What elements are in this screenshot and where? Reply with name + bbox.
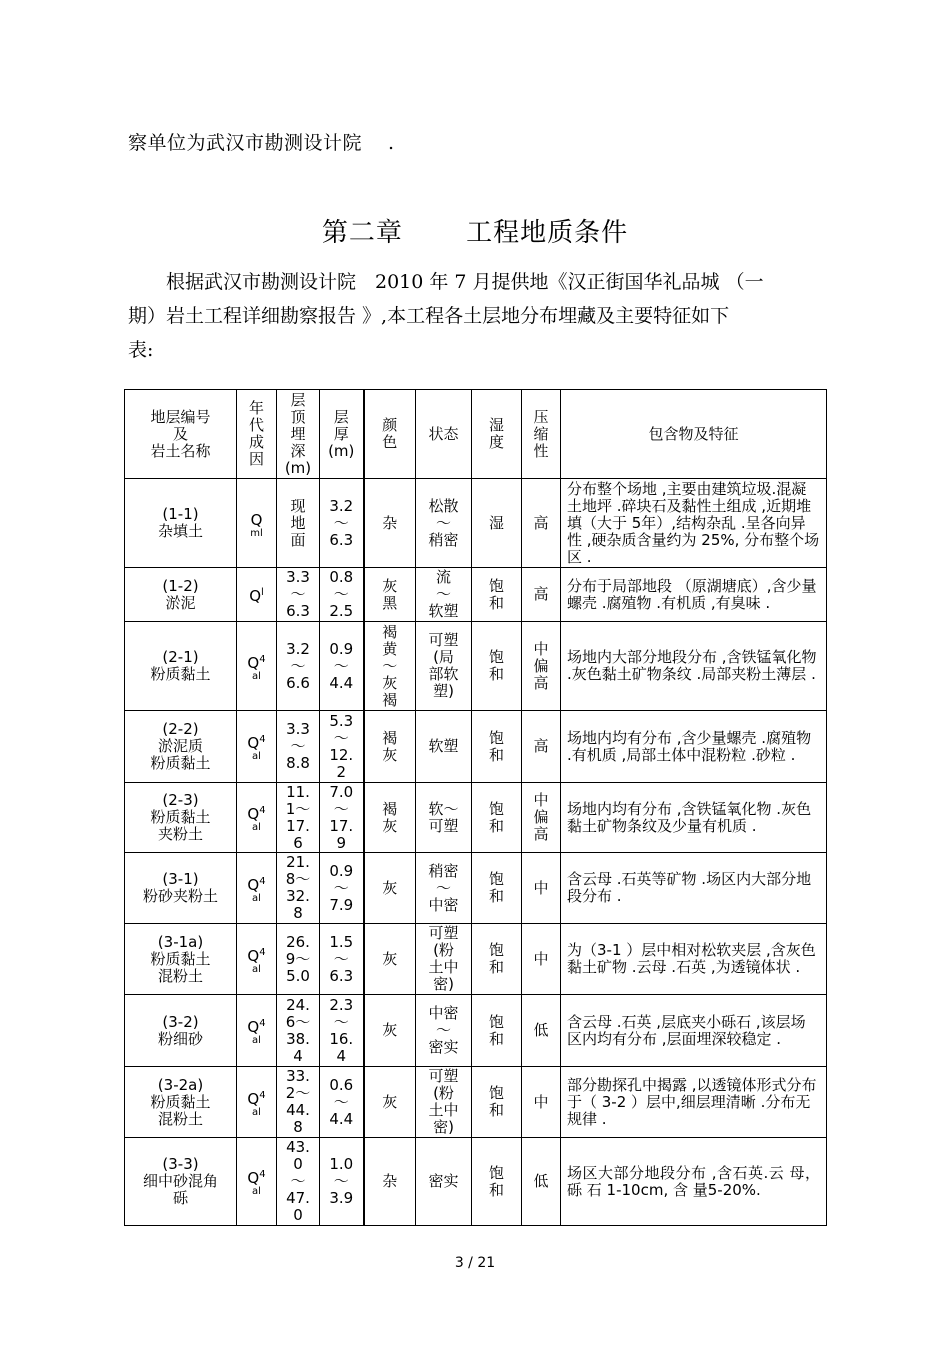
humidity-cell: 饱 和 xyxy=(472,622,522,711)
header-name: 地层编号 及 岩土名称 xyxy=(125,390,237,479)
description-cell: 含云母 .石英 ,层底夹小砾石 ,该层场区内均有分布 ,层面埋深较稳定 . xyxy=(561,995,827,1067)
compressibility-cell: 高 xyxy=(522,711,561,783)
depth-cell: 11. 1～ 17. 6 xyxy=(277,783,320,853)
state-cell: 可塑 (粉 土中 密) xyxy=(416,924,472,995)
color-cell: 灰 黑 xyxy=(364,568,416,622)
color-cell: 杂 xyxy=(364,1138,416,1226)
color-cell: 灰 xyxy=(364,1067,416,1138)
humidity-cell: 饱 和 xyxy=(472,853,522,924)
humidity-cell: 湿 xyxy=(472,479,522,568)
compressibility-cell: 中 偏 高 xyxy=(522,622,561,711)
thickness-cell: 7.0 ～ 17. 9 xyxy=(320,783,364,853)
soil-layer-table xyxy=(124,389,827,1226)
layer-name-cell: (3-2a) 粉质黏土 混粉土 xyxy=(125,1067,237,1138)
state-cell: 软塑 xyxy=(416,711,472,783)
color-cell: 杂 xyxy=(364,479,416,568)
layer-name-cell: (1-2) 淤泥 xyxy=(125,568,237,622)
depth-cell: 3.3 ～ 8.8 xyxy=(277,711,320,783)
humidity-cell: 饱 和 xyxy=(472,1138,522,1226)
age-cell: $Q^4$ al xyxy=(237,1138,277,1226)
color-cell: 褐 灰 xyxy=(364,711,416,783)
color-cell: 褐 黄 ～ 灰 褐 xyxy=(364,622,416,711)
compressibility-cell: 中 xyxy=(522,1067,561,1138)
state-cell: 可塑 (局 部软 塑) xyxy=(416,622,472,711)
age-cell: $Q^4$ al xyxy=(237,711,277,783)
humidity-cell: 饱 和 xyxy=(472,568,522,622)
thickness-cell: 0.8 ～ 2.5 xyxy=(320,568,364,622)
compressibility-cell: 低 xyxy=(522,1138,561,1226)
state-cell: 流 ～ 软塑 xyxy=(416,568,472,622)
header-depth: 层 顶 埋 深 (m) xyxy=(277,390,320,479)
layer-name-cell: (1-1) 杂填土 xyxy=(125,479,237,568)
table-row xyxy=(125,568,827,622)
description-cell: 为（3-1 ）层中相对松软夹层 ,含灰色黏土矿物 .云母 .石英 ,为透镜体状 . xyxy=(561,924,827,995)
page-number: 3 / 21 xyxy=(454,1255,496,1271)
state-cell: 稍密 ～ 中密 xyxy=(416,853,472,924)
age-cell: $Q^4$ al xyxy=(237,783,277,853)
humidity-cell: 饱 和 xyxy=(472,995,522,1067)
table-row xyxy=(125,853,827,924)
compressibility-cell: 高 xyxy=(522,479,561,568)
depth-cell: 43. 0 ～ 47. 0 xyxy=(277,1138,320,1226)
color-cell: 灰 xyxy=(364,995,416,1067)
age-cell: $Q^4$ al xyxy=(237,1067,277,1138)
compressibility-cell: 中 xyxy=(522,924,561,995)
age-cell: Q ml xyxy=(237,479,277,568)
description-cell: 场地内均有分布 ,含铁锰氧化物 .灰色黏土矿物条纹及少量有机质 . xyxy=(561,783,827,853)
layer-name-cell: (2-2) 淤泥质 粉质黏土 xyxy=(125,711,237,783)
layer-name-cell: (2-1) 粉质黏土 xyxy=(125,622,237,711)
description-cell: 分布整个场地 ,主要由建筑垃圾.混凝土地坪 .碎块石及黏性土组成 ,近期堆填（大于 5年）,结构杂乱 .呈各向异性 ,硬杂质含量约为 25%, 分布整个场区 . xyxy=(561,479,827,568)
age-cell: $Q^4$ al xyxy=(237,995,277,1067)
humidity-cell: 饱 和 xyxy=(472,711,522,783)
depth-cell: 26. 9～ 5.0 xyxy=(277,924,320,995)
description-cell: 场地内均有分布 ,含少量螺壳 .腐殖物 .有机质 ,局部土体中混粉粒 .砂粒 . xyxy=(561,711,827,783)
thickness-cell: 1.0 ～ 3.9 xyxy=(320,1138,364,1226)
layer-name-cell: (3-3) 细中砂混角 砾 xyxy=(125,1138,237,1226)
header-color: 颜 色 xyxy=(364,390,416,479)
thickness-cell: 3.2 ～ 6.3 xyxy=(320,479,364,568)
intro-line: 察单位为武汉市勘测设计院 . xyxy=(128,132,395,154)
paragraph-line: 表: xyxy=(128,339,154,361)
thickness-cell: 2.3 ～ 16. 4 xyxy=(320,995,364,1067)
layer-name-cell: (3-2) 粉细砂 xyxy=(125,995,237,1067)
depth-cell: 21. 8～ 32. 8 xyxy=(277,853,320,924)
compressibility-cell: 高 xyxy=(522,568,561,622)
thickness-cell: 5.3 ～ 12. 2 xyxy=(320,711,364,783)
chapter-title: 第二章 工程地质条件 xyxy=(321,218,629,248)
layer-name-cell: (2-3) 粉质黏土 夹粉土 xyxy=(125,783,237,853)
state-cell: 密实 xyxy=(416,1138,472,1226)
thickness-cell: 1.5 ～ 6.3 xyxy=(320,924,364,995)
table-row xyxy=(125,924,827,995)
compressibility-cell: 中 xyxy=(522,853,561,924)
table-header-row xyxy=(125,390,827,479)
paragraph-line: 期）岩土工程详细勘察报告 》,本工程各土层地分布埋藏及主要特征如下 xyxy=(128,305,730,327)
humidity-cell: 饱 和 xyxy=(472,783,522,853)
color-cell: 灰 xyxy=(364,853,416,924)
table-row xyxy=(125,1067,827,1138)
table-row xyxy=(125,783,827,853)
table-row xyxy=(125,622,827,711)
age-cell: $Q^4$ al xyxy=(237,853,277,924)
description-cell: 部分勘探孔中揭露 ,以透镜体形式分布于（ 3-2 ）层中,细层理清晰 .分布无规律 . xyxy=(561,1067,827,1138)
description-cell: 分布于局部地段 （原湖塘底）,含少量螺壳 .腐殖物 .有机质 ,有臭味 . xyxy=(561,568,827,622)
header-age: 年 代 成 因 xyxy=(237,390,277,479)
depth-cell: 33. 2～ 44. 8 xyxy=(277,1067,320,1138)
intro-paragraph xyxy=(128,265,828,367)
color-cell: 褐 灰 xyxy=(364,783,416,853)
depth-cell: 3.2 ～ 6.6 xyxy=(277,622,320,711)
table-row xyxy=(125,711,827,783)
humidity-cell: 饱 和 xyxy=(472,924,522,995)
table-row xyxy=(125,479,827,568)
compressibility-cell: 中 偏 高 xyxy=(522,783,561,853)
age-cell: $Q^4$ al xyxy=(237,924,277,995)
header-thickness: 层 厚 (m) xyxy=(320,390,364,479)
table-row xyxy=(125,1138,827,1226)
header-humidity: 湿 度 xyxy=(472,390,522,479)
state-cell: 软～ 可塑 xyxy=(416,783,472,853)
state-cell: 中密 ～ 密实 xyxy=(416,995,472,1067)
state-cell: 可塑 (粉 土中 密) xyxy=(416,1067,472,1138)
age-cell: $Q^4$ al xyxy=(237,622,277,711)
state-cell: 松散 ～ 稍密 xyxy=(416,479,472,568)
table-row xyxy=(125,995,827,1067)
depth-cell: 24. 6～ 38. 4 xyxy=(277,995,320,1067)
depth-cell: 现 地 面 xyxy=(277,479,320,568)
color-cell: 灰 xyxy=(364,924,416,995)
layer-name-cell: (3-1) 粉砂夹粉土 xyxy=(125,853,237,924)
thickness-cell: 0.9 ～ 7.9 xyxy=(320,853,364,924)
description-cell: 含云母 .石英等矿物 .场区内大部分地段分布 . xyxy=(561,853,827,924)
header-description: 包含物及特征 xyxy=(561,390,827,479)
age-cell: $Q^l$ xyxy=(237,568,277,622)
thickness-cell: 0.9 ～ 4.4 xyxy=(320,622,364,711)
thickness-cell: 0.6 ～ 4.4 xyxy=(320,1067,364,1138)
paragraph-line: 根据武汉市勘测设计院 2010 年 7 月提供地《汉正街国华礼品城 （一 xyxy=(128,271,764,293)
compressibility-cell: 低 xyxy=(522,995,561,1067)
layer-name-cell: (3-1a) 粉质黏土 混粉土 xyxy=(125,924,237,995)
depth-cell: 3.3 ～ 6.3 xyxy=(277,568,320,622)
header-state: 状态 xyxy=(416,390,472,479)
header-compressibility: 压 缩 性 xyxy=(522,390,561,479)
humidity-cell: 饱 和 xyxy=(472,1067,522,1138)
description-cell: 场地内大部分地段分布 ,含铁锰氧化物 .灰色黏土矿物条纹 .局部夹粉土薄层 . xyxy=(561,622,827,711)
description-cell: 场区大部分地段分布 ,含石英.云 母，砾 石 1-10cm, 含 量5-20%. xyxy=(561,1138,827,1226)
